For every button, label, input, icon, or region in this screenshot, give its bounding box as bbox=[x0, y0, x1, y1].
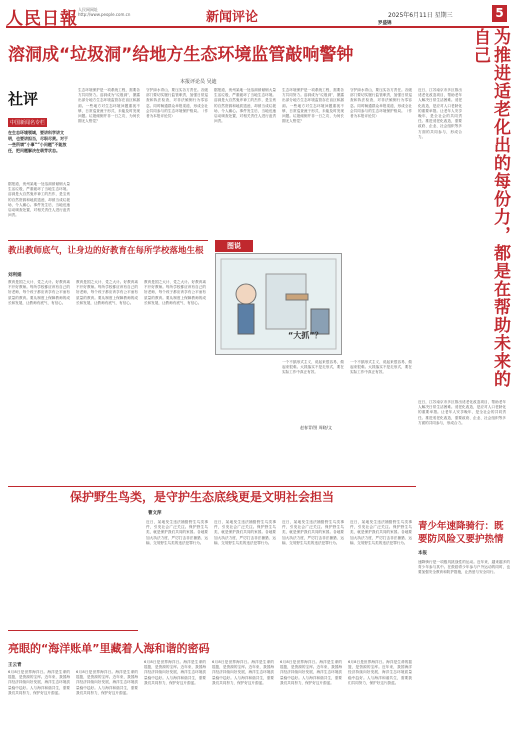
main-body-col-4: 据报道，贵州某地一处溶洞被倾倒大量生活垃圾，严重破坏了当地生态环境。溶洞是大自然鬼斧神工的杰作，是宝贵的自然资源和地质遗迹，却被当成垃圾场，令人痛心。事件发生后，当地迅速启动调查处置，对相关责任人进行追责问责。 bbox=[214, 88, 276, 124]
main-body-col-2: 生态环境保护是一项系统工程，需要各方共同努力。溶洞成为“垃圾洞”，暴露出部分地方生态环境监管存在盲区和漏洞。一些地方对生态环境问题重视不够，日常巡查流于形式，未能及时发现问题。垃圾倾倒并非一日之功，为何长期无人察觉？ bbox=[78, 88, 140, 124]
ocean-headline: 亮眼的“海洋账单”里藏着人海和谐的密码 bbox=[8, 642, 210, 655]
newspaper-logo: 人民日報 bbox=[6, 9, 78, 29]
ocean-body-col-6: 6月8日是世界海洋日。海洋是生命的摇篮，是资源的宝库。近年来，我国海洋经济持续向好发展，海洋生态环境质量稳中趋好。人与海洋和谐共生，需要我们共同努力，保护好这片蔚蓝。 bbox=[348, 660, 412, 685]
cartoon-label: 图说 bbox=[215, 240, 253, 252]
main-body-col-6: 守护绿水青山，要压实各方责任。各级部门要切实履行监管职责，加强日常巡查和执法检查，对非法倾倒行为零容忍。同时畅通群众举报渠道，形成全社会共同参与的生态环境保护格局。（作者为本报评论员） bbox=[350, 88, 412, 119]
ocean-divider bbox=[8, 630, 138, 632]
main-body-col-5: 生态环境保护是一项系统工程，需要各方共同努力。溶洞成为“垃圾洞”，暴露出部分地方生态环境监管存在盲区和漏洞。一些地方对生态环境问题重视不够，日常巡查流于形式，未能及时发现问题。垃圾倾倒并非一日之功，为何长期无人察觉？ bbox=[282, 88, 344, 124]
youth-body: 速降骑行是一项极具挑战性的运动。近年来，越来越多的青少年参与其中。在鼓励青少年参与户外运动的同时，也要加强安全教育和防护措施，让热爱与安全同行。 bbox=[418, 560, 510, 575]
right-body-col-2: 近日，江苏南京市多区推出适老化改造项目，帮助老年人解决日常生活困难。适老化改造，是应对人口老龄化的重要举措。让老年人安享晚年，是全社会的共同责任。推进适老化改造，需要政府、企业、社会组织等多方面的共同参与，形成合力。 bbox=[418, 400, 506, 425]
section-title: 新闻评论 bbox=[206, 10, 259, 25]
right-vertical-title: 为推进适老化出的每份力，都是在帮助未来的自己 bbox=[470, 28, 510, 388]
she-ping-tag: 社评 中国新闻名专栏 bbox=[8, 90, 46, 126]
cartoon-credit: 赵春青/图 周晓/文 bbox=[300, 425, 332, 430]
ocean-body-col-2: 6月8日是世界海洋日。海洋是生命的摇篮，是资源的宝库。近年来，我国海洋经济持续向好发展，海洋生态环境质量稳中趋好。人与海洋和谐共生，需要我们共同努力，保护好这片蔚蓝。 bbox=[76, 670, 138, 695]
left-body-col-1: 教育是国之大计、党之大计。好教育离不开好教师。每所学校都应该有自己的好老师，每个孩子都应该享有公平而有质量的教育。要从制度上保障教师的成长和发展，让教师有底气、有信心。 bbox=[8, 280, 70, 305]
ocean-body-col-4: 6月8日是世界海洋日。海洋是生命的摇篮，是资源的宝库。近年来，我国海洋经济持续向好发展，海洋生态环境质量稳中趋好。人与海洋和谐共生，需要我们共同努力，保护好这片蔚蓝。 bbox=[212, 660, 274, 685]
cartoon-text-col-2: 一个不搞形式主义，说起来很容易，做起来很难。大抓落实不是走形式，要在实际工作中真正有效。 bbox=[350, 360, 412, 375]
left-body-col-3: 教育是国之大计、党之大计。好教育离不开好教师。每所学校都应该有自己的好老师，每个孩子都应该享有公平而有质量的教育。要从制度上保障教师的成长和发展，让教师有底气、有信心。 bbox=[144, 280, 206, 305]
right-body-col-1: 近日，江苏南京市多区推出适老化改造项目，帮助老年人解决日常生活困难。适老化改造，是应对人口老龄化的重要举措。让老年人安享晚年，是全社会的共同责任。推进适老化改造，需要政府、企业、社会组织等多方面的共同参与，形成合力。 bbox=[418, 88, 462, 139]
main-byline: 本报评论员 吴迪 bbox=[180, 79, 217, 85]
main-body-col-3: 守护绿水青山，要压实各方责任。各级部门要切实履行监管职责，加强日常巡查和执法检查，对非法倾倒行为零容忍。同时畅通群众举报渠道，形成全社会共同参与的生态环境保护格局。（作者为本报评论员） bbox=[146, 88, 208, 119]
ocean-body-col-1: 6月8日是世界海洋日。海洋是生命的摇篮，是资源的宝库。近年来，我国海洋经济持续向好发展，海洋生态环境质量稳中趋好。人与海洋和谐共生，需要我们共同努力，保护好这片蔚蓝。 bbox=[8, 670, 70, 695]
cartoon-text-col-1: 一个不搞形式主义，说起来很容易，做起来很难。大抓落实不是走形式，要在实际工作中真正有效。 bbox=[282, 360, 344, 375]
left-author: 刘利娟 bbox=[8, 273, 22, 278]
main-body-col-1: 据报道，贵州某地一处溶洞被倾倒大量生活垃圾，严重破坏了当地生态环境。溶洞是大自然鬼斧神工的杰作，是宝贵的自然资源和地质遗迹，却被当成垃圾场，令人痛心。事件发生后，当地迅速启动调查处置，对相关责任人进行追责问责。 bbox=[8, 182, 70, 218]
main-headline: 溶洞成“垃圾洞”给地方生态环境监管敲响警钟 bbox=[8, 45, 354, 65]
ocean-body-col-5: 6月8日是世界海洋日。海洋是生命的摇篮，是资源的宝库。近年来，我国海洋经济持续向好发展，海洋生态环境质量稳中趋好。人与海洋和谐共生，需要我们共同努力，保护好这片蔚蓝。 bbox=[280, 660, 342, 685]
ocean-body-col-3: 6月8日是世界海洋日。海洋是生命的摇篮，是资源的宝库。近年来，我国海洋经济持续向好发展，海洋生态环境质量稳中趋好。人与海洋和谐共生，需要我们共同努力，保护好这片蔚蓝。 bbox=[144, 660, 206, 685]
bird-body-col-1: 近日，某地发生违法捕猎野生鸟类事件，引发社会广泛关注。保护野生鸟类，就是保护我们共同的家园。各地要加大执法力度，严厉打击非法捕猎、运输、交易野生鸟类的违法犯罪行为。 bbox=[146, 520, 208, 545]
bird-body-col-3: 近日，某地发生违法捕猎野生鸟类事件，引发社会广泛关注。保护野生鸟类，就是保护我们共同的家园。各地要加大执法力度，严厉打击非法捕猎、运输、交易野生鸟类的违法犯罪行为。 bbox=[282, 520, 344, 545]
left-divider bbox=[8, 240, 208, 242]
left-body-col-2: 教育是国之大计、党之大计。好教育离不开好教师。每所学校都应该有自己的好老师，每个孩子都应该享有公平而有质量的教育。要从制度上保障教师的成长和发展，让教师有底气、有信心。 bbox=[76, 280, 138, 305]
bird-headline: 保护野生鸟类，是守护生态底线更是文明社会担当 bbox=[70, 490, 335, 504]
bird-body-col-2: 近日，某地发生违法捕猎野生鸟类事件，引发社会广泛关注。保护野生鸟类，就是保护我们共同的家园。各地要加大执法力度，严厉打击非法捕猎、运输、交易野生鸟类的违法犯罪行为。 bbox=[214, 520, 276, 545]
masthead-url: 人民网网址 http://www.people.com.cn bbox=[78, 7, 131, 17]
youth-headline: 青少年速降骑行：既要防风险又要护热情 bbox=[418, 521, 504, 545]
left-headline: 教出教师底气，让身边的好教育在每所学校落地生根 bbox=[8, 246, 204, 256]
bird-author: 曹文萍 bbox=[148, 511, 162, 516]
right-author: 罗盛锦 bbox=[378, 21, 392, 26]
page-number: 5 bbox=[492, 5, 507, 22]
editor-note: 在生态环境领域，要讲科学讲文明，也要讲担当，尽职尽责。对于一些所谓“小事““小问题”不能放任，把问题解决在萌芽状态。 bbox=[8, 130, 68, 153]
issue-date: 2025年6月11日 星期三 bbox=[388, 12, 453, 19]
cartoon-caption: “大抓”？ bbox=[288, 331, 323, 340]
youth-author: 本报 bbox=[418, 551, 427, 556]
bird-body-col-4: 近日，某地发生违法捕猎野生鸟类事件，引发社会广泛关注。保护野生鸟类，就是保护我们共同的家园。各地要加大执法力度，严厉打击非法捕猎、运输、交易野生鸟类的违法犯罪行为。 bbox=[350, 520, 412, 545]
ocean-author: 王云青 bbox=[8, 663, 22, 668]
masthead bbox=[6, 4, 509, 28]
